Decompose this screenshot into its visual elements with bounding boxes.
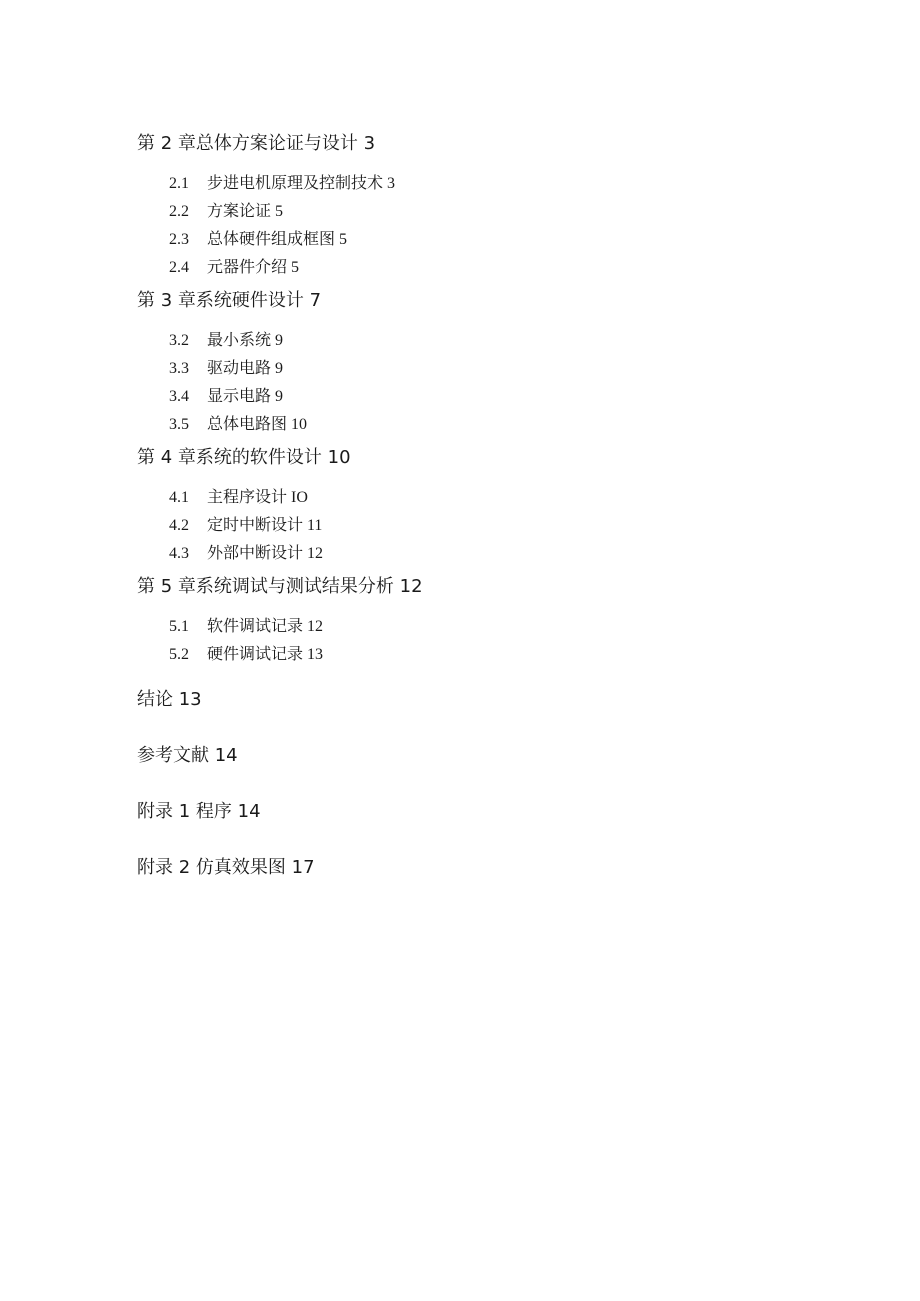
toc-section[interactable]: [169, 641, 837, 669]
table-of-contents: [137, 130, 837, 882]
section-number: 3.2: [169, 332, 189, 349]
section-number: 2.1: [169, 175, 189, 192]
section-title: 总体电路图 10: [207, 416, 308, 433]
toc-chapter-3[interactable]: 第 3 章系统硬件设计 7: [137, 290, 322, 311]
toc-section[interactable]: [169, 355, 837, 383]
section-number: 2.2: [169, 203, 189, 220]
toc-section[interactable]: [169, 254, 837, 282]
toc-conclusion[interactable]: 结论 13: [137, 689, 202, 710]
section-title: 总体硬件组成框图 5: [207, 231, 348, 248]
toc-chapter-2-sections: [137, 170, 837, 282]
toc-chapter-3-sections: [137, 327, 837, 439]
section-title: 显示电路 9: [207, 388, 284, 405]
toc-section[interactable]: [169, 226, 837, 254]
section-title: 步进电机原理及控制技术 3: [207, 175, 396, 192]
section-title: 主程序设计 IO: [207, 489, 308, 506]
toc-section[interactable]: [169, 198, 837, 226]
toc-chapter-4-sections: [137, 484, 837, 568]
toc-chapter-4[interactable]: 第 4 章系统的软件设计 10: [137, 447, 351, 468]
toc-section[interactable]: [169, 484, 837, 512]
section-number: 3.5: [169, 416, 189, 433]
section-title: 定时中断设计 11: [207, 517, 323, 534]
section-title: 软件调试记录 12: [207, 618, 324, 635]
toc-references[interactable]: 参考文献 14: [137, 745, 238, 766]
section-number: 4.3: [169, 545, 189, 562]
toc-section[interactable]: [169, 383, 837, 411]
section-title: 最小系统 9: [207, 332, 284, 349]
toc-chapter-5-sections: [137, 613, 837, 669]
toc-section[interactable]: [169, 170, 837, 198]
section-number: 5.2: [169, 646, 189, 663]
toc-chapter-5[interactable]: 第 5 章系统调试与测试结果分析 12: [137, 576, 423, 597]
toc-section[interactable]: [169, 613, 837, 641]
toc-section[interactable]: [169, 540, 837, 568]
section-title: 驱动电路 9: [207, 360, 284, 377]
section-number: 5.1: [169, 618, 189, 635]
toc-section[interactable]: [169, 512, 837, 540]
section-number: 2.3: [169, 231, 189, 248]
section-number: 3.4: [169, 388, 189, 405]
section-title: 元器件介绍 5: [207, 259, 300, 276]
section-number: 3.3: [169, 360, 189, 377]
section-number: 4.2: [169, 517, 189, 534]
section-title: 方案论证 5: [207, 203, 284, 220]
section-number: 4.1: [169, 489, 189, 506]
toc-section[interactable]: [169, 327, 837, 355]
toc-chapter-2[interactable]: 第 2 章总体方案论证与设计 3: [137, 133, 376, 154]
toc-appendix-1[interactable]: 附录 1 程序 14: [137, 801, 261, 822]
toc-appendix-2[interactable]: 附录 2 仿真效果图 17: [137, 857, 315, 878]
section-number: 2.4: [169, 259, 189, 276]
toc-section[interactable]: [169, 411, 837, 439]
section-title: 外部中断设计 12: [207, 545, 324, 562]
section-title: 硬件调试记录 13: [207, 646, 324, 663]
